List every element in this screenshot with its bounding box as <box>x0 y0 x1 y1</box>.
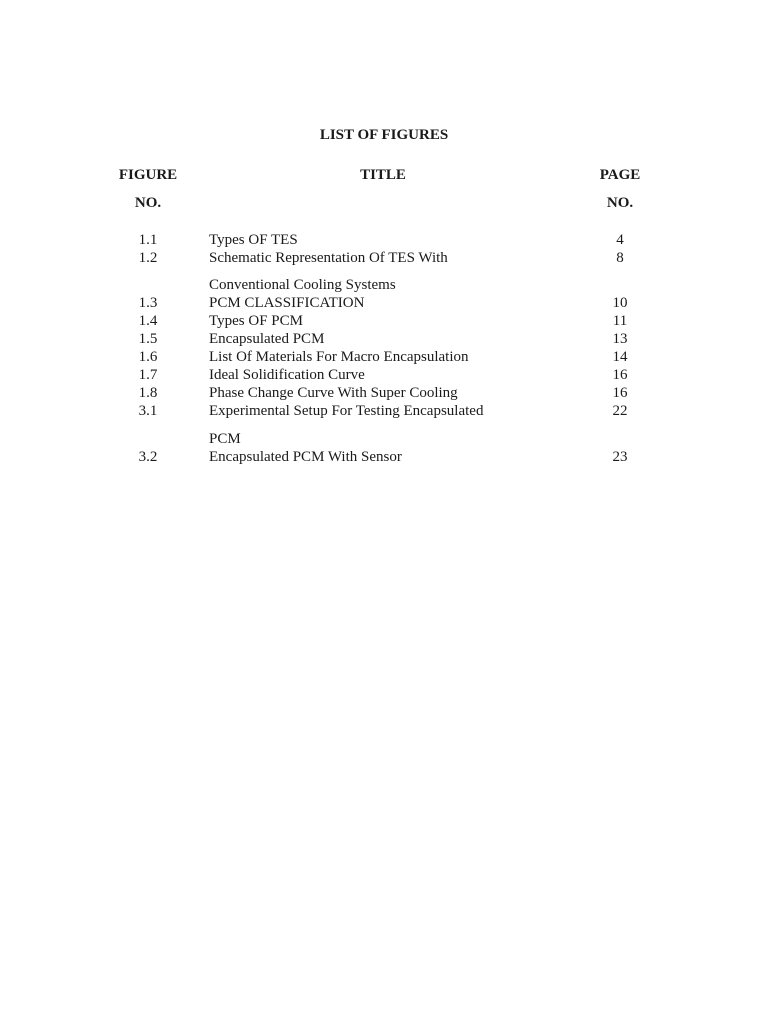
figure-number: 1.4 <box>138 313 158 329</box>
figure-title: PCM CLASSIFICATION <box>209 295 365 311</box>
figure-title: Encapsulated PCM <box>209 331 325 347</box>
figure-number: 1.1 <box>138 232 158 248</box>
page-title: LIST OF FIGURES <box>319 127 449 143</box>
figure-number: 1.7 <box>138 367 158 383</box>
column-header-page-no <box>589 165 651 213</box>
figure-number: 1.8 <box>138 385 158 401</box>
column-header-figure-no <box>108 165 188 213</box>
figure-title-continuation: PCM <box>209 431 241 447</box>
figure-page: 4 <box>616 232 624 248</box>
figure-title: Types OF TES <box>209 232 298 248</box>
figure-page: 11 <box>612 313 628 329</box>
figure-title: Ideal Solidification Curve <box>209 367 365 383</box>
figure-title: Encapsulated PCM With Sensor <box>209 449 402 465</box>
column-header-page-line1: PAGE <box>599 167 641 183</box>
figure-title: Phase Change Curve With Super Cooling <box>209 385 458 401</box>
figure-page: 16 <box>612 385 628 401</box>
figure-number: 1.6 <box>138 349 158 365</box>
figure-page: 10 <box>612 295 628 311</box>
figure-page: 8 <box>616 250 624 266</box>
figure-number: 3.2 <box>138 449 158 465</box>
column-header-figure-line2: NO. <box>134 195 162 211</box>
figure-page: 16 <box>612 367 628 383</box>
figure-title-continuation: Conventional Cooling Systems <box>209 277 396 293</box>
figure-number: 1.3 <box>138 295 158 311</box>
figure-number: 1.2 <box>138 250 158 266</box>
column-header-title <box>300 165 466 185</box>
figure-page: 13 <box>612 331 628 347</box>
figure-number: 3.1 <box>138 403 158 419</box>
figure-page: 14 <box>612 349 628 365</box>
figure-title: Experimental Setup For Testing Encapsulated <box>209 403 484 419</box>
figure-title: List Of Materials For Macro Encapsulation <box>209 349 469 365</box>
figure-page: 23 <box>612 449 628 465</box>
figure-page: 22 <box>612 403 628 419</box>
figure-number: 1.5 <box>138 331 158 347</box>
figure-title: Schematic Representation Of TES With <box>209 250 448 266</box>
column-header-figure-line1: FIGURE <box>118 167 178 183</box>
column-header-page-line2: NO. <box>606 195 634 211</box>
figure-title: Types OF PCM <box>209 313 303 329</box>
column-header-title-label: TITLE <box>360 167 406 183</box>
